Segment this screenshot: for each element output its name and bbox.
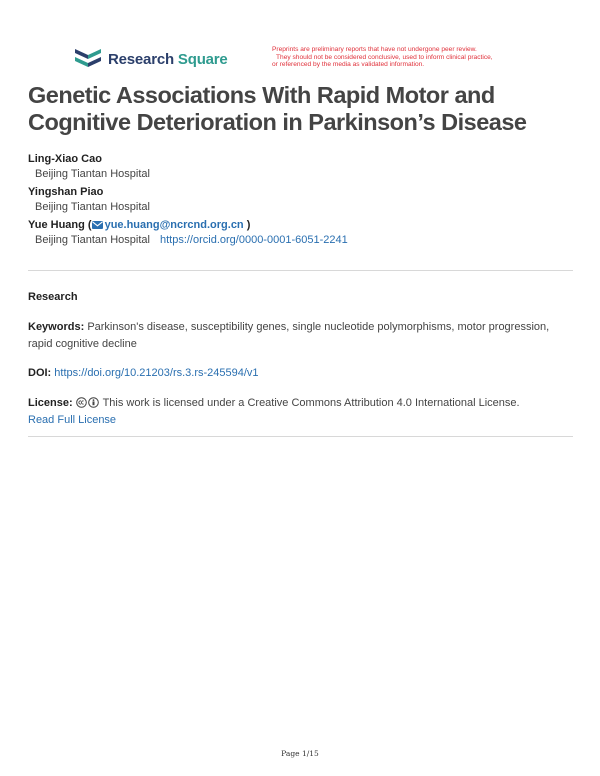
article-type-label: Research <box>28 291 78 303</box>
envelope-icon <box>92 221 103 229</box>
page-number: Page 1/15 <box>281 749 319 758</box>
logo-word-square: Square <box>177 50 228 68</box>
author-list <box>28 152 573 251</box>
orcid-link[interactable]: https://orcid.org/0000-0001-6051-2241 <box>159 234 348 246</box>
paren-open: ( <box>87 219 92 231</box>
notice-line-1: Preprints are preliminary reports that have not undergone peer review. <box>272 46 477 53</box>
keywords-section <box>28 319 576 353</box>
notice-line-3: or referenced by the media as validated information. <box>272 61 425 69</box>
author-name: Ling-Xiao Cao <box>28 153 102 165</box>
title-line-1: Genetic Associations With Rapid Motor and <box>28 82 495 108</box>
article-title <box>28 82 573 136</box>
author-entry <box>28 152 573 182</box>
research-square-logo <box>74 48 228 70</box>
license-label: License: <box>28 397 73 409</box>
logo-wordmark <box>108 51 228 68</box>
author-name: Yingshan Piao <box>28 186 104 198</box>
author-entry <box>28 185 573 215</box>
notice-line-2: They should not be considered conclusive, used to inform clinical practice, <box>276 53 493 61</box>
author-affiliation: Beijing Tiantan Hospital <box>35 234 150 246</box>
attribution-icon <box>88 397 99 408</box>
research-square-logo-icon <box>74 48 102 70</box>
logo-word-research: Research <box>108 50 174 68</box>
divider-bottom <box>28 436 573 437</box>
title-line-2: Cognitive Deterioration in Parkinson’s Disease <box>28 109 527 135</box>
creative-commons-icon <box>76 397 87 408</box>
doi-link[interactable]: https://doi.org/10.21203/rs.3.rs-245594/v1 <box>54 367 259 379</box>
keywords-label: Keywords: <box>28 321 85 333</box>
doi-label: DOI: <box>28 367 52 379</box>
author-entry <box>28 218 573 248</box>
preprint-notice <box>272 46 552 69</box>
author-name: Yue Huang <box>28 219 85 231</box>
author-affiliation: Beijing Tiantan Hospital <box>35 168 150 180</box>
corresponding-author <box>28 218 573 233</box>
paren-close: ) <box>246 219 251 231</box>
doi-section <box>28 365 576 382</box>
author-affiliation-row <box>28 233 573 248</box>
author-email-link[interactable]: yue.huang@ncrcnd.org.cn <box>104 219 244 231</box>
divider-top <box>28 270 573 271</box>
keywords-text: Parkinson's disease, susceptibility genes, single nucleotide polymorphisms, motor progression, rapid cognitive decline <box>28 321 550 350</box>
license-text: This work is licensed under a Creative Commons Attribution 4.0 International License. <box>102 397 520 409</box>
author-affiliation: Beijing Tiantan Hospital <box>35 201 150 213</box>
license-section <box>28 395 576 429</box>
read-full-license-link[interactable]: Read Full License <box>28 414 117 426</box>
article-type <box>28 289 576 306</box>
